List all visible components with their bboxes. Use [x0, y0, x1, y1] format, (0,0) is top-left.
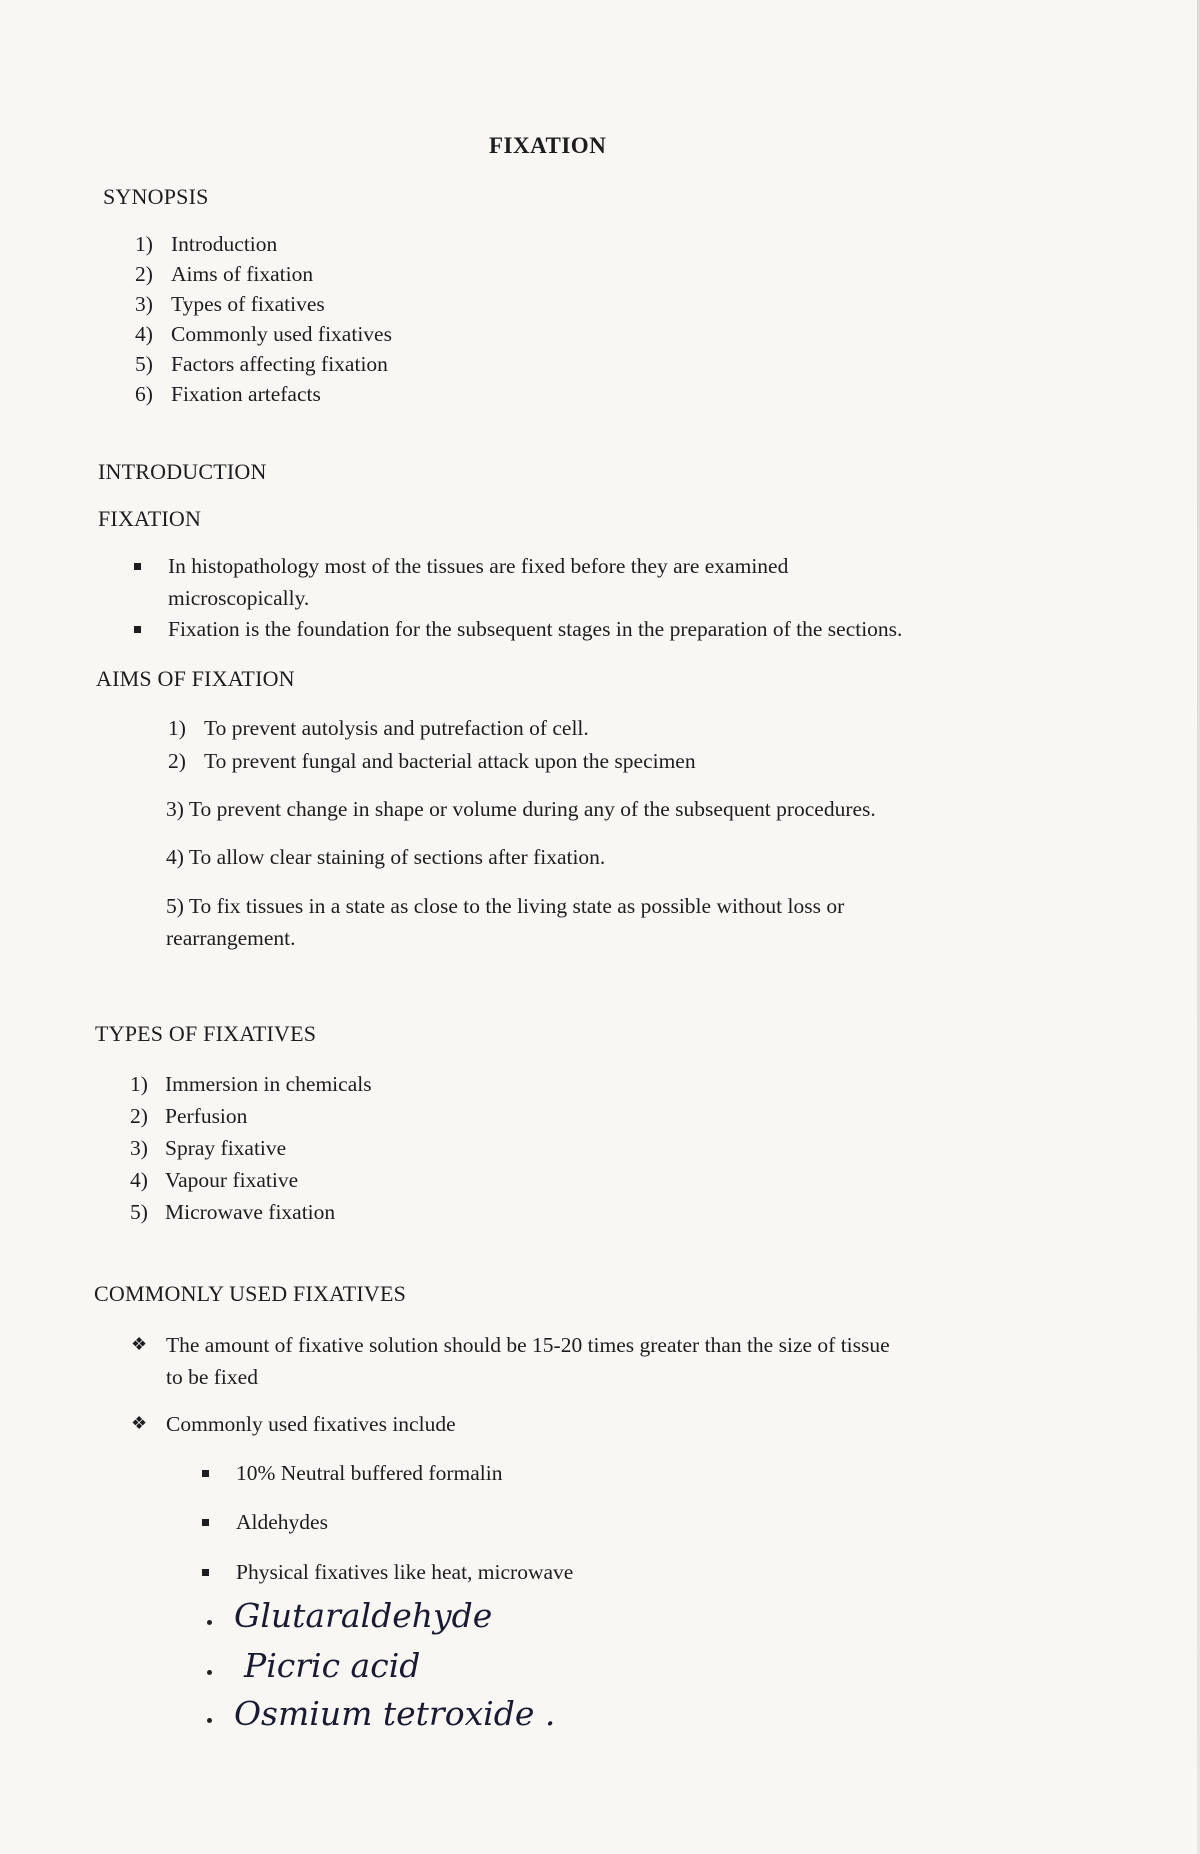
aims-item: To prevent autolysis and putrefaction of cell. [204, 716, 589, 740]
square-bullet-icon [202, 1569, 209, 1576]
handwritten-bullet-icon [207, 1718, 212, 1723]
aims-item: To prevent fungal and bacterial attack upon the specimen [204, 749, 696, 773]
handwritten-bullet-icon [207, 1670, 212, 1675]
synopsis-num: 6) [135, 382, 153, 406]
fixation-subheading: FIXATION [98, 506, 202, 531]
fixative-item: Aldehydes [236, 1510, 328, 1534]
handwritten-fixative: Glutaraldehyde [234, 1596, 493, 1635]
handwritten-fixative: Osmium tetroxide . [234, 1694, 556, 1733]
synopsis-item: Types of fixatives [171, 292, 325, 316]
intro-bullet-text: microscopically. [168, 586, 310, 610]
synopsis-item: Aims of fixation [171, 262, 314, 286]
synopsis-item: Commonly used fixatives [171, 322, 392, 346]
fixative-item: 10% Neutral buffered formalin [236, 1461, 503, 1485]
square-bullet-icon [202, 1519, 209, 1526]
handwritten-bullet-icon [207, 1620, 212, 1625]
types-item: Vapour fixative [165, 1168, 299, 1192]
synopsis-num: 1) [135, 232, 153, 256]
aims-item: rearrangement. [166, 926, 296, 950]
introduction-heading: INTRODUCTION [98, 459, 267, 484]
square-bullet-icon [134, 563, 141, 570]
common-heading: COMMONLY USED FIXATIVES [94, 1281, 407, 1306]
synopsis-heading: SYNOPSIS [103, 184, 209, 209]
square-bullet-icon [202, 1470, 209, 1477]
page-title: FIXATION [489, 133, 607, 158]
synopsis-num: 4) [135, 322, 153, 346]
synopsis-item: Introduction [171, 232, 278, 256]
intro-bullet-text: In histopathology most of the tissues are fixed before they are examined [168, 554, 789, 578]
aims-item: 5) To fix tissues in a state as close to the living state as possible without loss or [166, 894, 845, 918]
types-num: 4) [130, 1168, 148, 1192]
synopsis-item: Fixation artefacts [171, 382, 321, 406]
types-num: 5) [130, 1200, 148, 1224]
types-item: Immersion in chemicals [165, 1072, 372, 1096]
types-item: Spray fixative [165, 1136, 287, 1160]
aims-heading: AIMS OF FIXATION [96, 666, 295, 691]
common-point-text: Commonly used fixatives include [166, 1412, 456, 1436]
handwritten-fixative: Picric acid [244, 1646, 421, 1685]
aims-num: 1) [168, 716, 186, 740]
types-item: Microwave fixation [165, 1200, 336, 1224]
synopsis-item: Factors affecting fixation [171, 352, 388, 376]
synopsis-num: 2) [135, 262, 153, 286]
synopsis-num: 5) [135, 352, 153, 376]
diamond-bullet-icon: ❖ [131, 1413, 148, 1433]
types-num: 1) [130, 1072, 148, 1096]
synopsis-num: 3) [135, 292, 153, 316]
aims-item: 3) To prevent change in shape or volume during any of the subsequent procedures. [166, 797, 876, 821]
common-point-text: The amount of fixative solution should be 15-20 times greater than the size of tissue [166, 1333, 890, 1357]
types-item: Perfusion [165, 1104, 248, 1128]
fixative-item: Physical fixatives like heat, microwave [236, 1560, 574, 1584]
square-bullet-icon [134, 626, 141, 633]
aims-item: 4) To allow clear staining of sections after fixation. [166, 845, 606, 869]
aims-num: 2) [168, 749, 186, 773]
diamond-bullet-icon: ❖ [131, 1334, 148, 1354]
types-heading: TYPES OF FIXATIVES [95, 1021, 317, 1046]
intro-bullet-text: Fixation is the foundation for the subsequent stages in the preparation of the sections. [168, 617, 903, 641]
types-num: 2) [130, 1104, 148, 1128]
common-point-text: to be fixed [166, 1365, 258, 1389]
types-num: 3) [130, 1136, 148, 1160]
